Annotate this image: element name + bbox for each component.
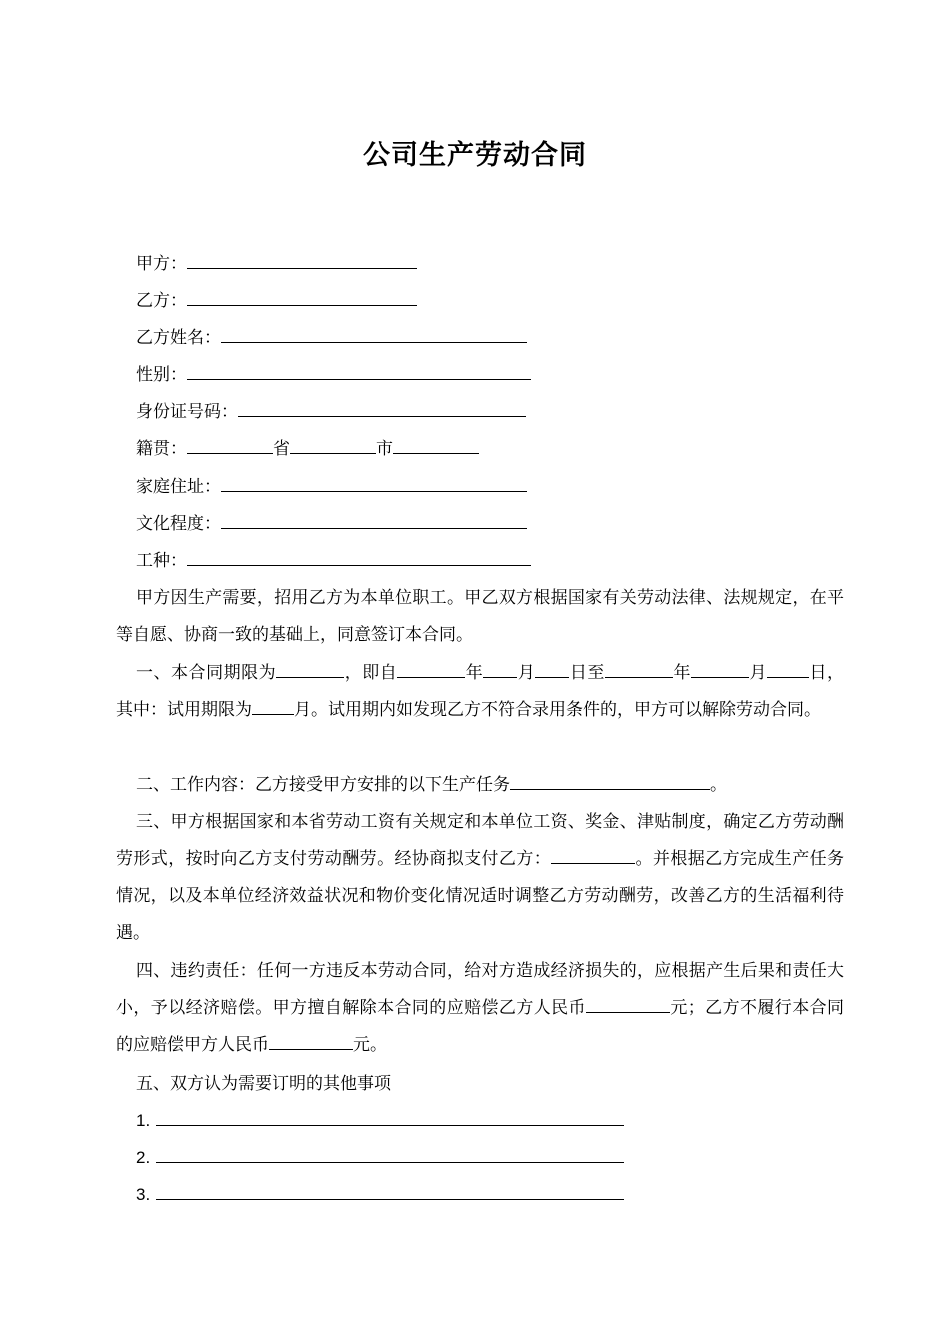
term-length-blank[interactable] <box>276 661 344 678</box>
clause-4-text-b: 元；乙方不履行本合同的应赔偿甲方人民币 <box>116 998 845 1055</box>
field-label: 家庭住址： <box>136 477 221 497</box>
day-to-label: 日至 <box>569 663 605 683</box>
clause-3-text-b: 。并根据乙方完成生产任务情况，以及本单位经济效益状况和物价变化情况适时调整乙方劳动酬劳，改善乙方的生活福利待遇。 <box>116 849 845 943</box>
clause-1-text-a: 一、本合同期限为 <box>136 663 277 683</box>
education-blank[interactable] <box>221 512 527 529</box>
field-name <box>136 326 527 350</box>
field-label: 工种： <box>136 551 187 571</box>
other-item-3 <box>136 1183 624 1207</box>
job-type-blank[interactable] <box>187 549 531 566</box>
field-origin <box>136 437 479 461</box>
party-b-blank[interactable] <box>187 289 417 306</box>
clause-4-text-a: 四、违约责任：任何一方违反本劳动合同，给对方造成经济损失的，应根据产生后果和责任大小，予以经济赔偿。甲方擅自解除本合同的应赔偿乙方人民币 <box>116 961 844 1018</box>
compensation-b-blank[interactable] <box>269 1033 353 1050</box>
compensation-a-blank[interactable] <box>586 996 670 1013</box>
field-label: 甲方： <box>136 254 187 274</box>
clause-2-text-b: 。 <box>710 775 727 795</box>
address-blank[interactable] <box>221 475 527 492</box>
field-label: 文化程度： <box>136 514 221 534</box>
other-item-2 <box>136 1146 624 1170</box>
document-title: 公司生产劳动合同 <box>363 140 587 171</box>
work-task-blank[interactable] <box>510 773 710 790</box>
field-address <box>136 475 527 499</box>
party-a-blank[interactable] <box>187 252 417 269</box>
field-label: 籍贯： <box>136 439 187 459</box>
city-blank[interactable] <box>290 437 376 454</box>
preamble-paragraph: 甲方因生产需要，招用乙方为本单位职工。甲乙双方根据国家有关劳动法律、法规规定，在平等自愿、协商一致的基础上，同意签订本合同。 <box>116 588 844 645</box>
start-month-blank[interactable] <box>483 661 517 678</box>
clause-3-text-a: 三、甲方根据国家和本省劳动工资有关规定和本单位工资、奖金、津贴制度，确定乙方劳动酬劳形式，按时向乙方支付劳动酬劳。经协商拟支付乙方： <box>116 812 844 869</box>
city-label: 市 <box>376 439 393 459</box>
clause-4-liability <box>116 953 844 1064</box>
field-id-number <box>136 400 526 424</box>
end-month-blank[interactable] <box>691 661 749 678</box>
item-number: 2. <box>136 1148 151 1167</box>
field-party-b <box>136 289 417 313</box>
other-item-3-blank[interactable] <box>156 1183 624 1200</box>
field-label: 身份证号码： <box>136 402 238 422</box>
clause-1-term <box>116 655 844 729</box>
field-education <box>136 512 527 536</box>
other-item-1-blank[interactable] <box>156 1109 624 1126</box>
clause-1-text-b: ，即自 <box>344 663 398 683</box>
name-blank[interactable] <box>221 326 527 343</box>
gender-blank[interactable] <box>187 363 531 380</box>
clause-1-text-c: 日，其中：试用期限为 <box>116 663 845 720</box>
clause-3-remuneration <box>116 804 844 952</box>
field-label: 乙方姓名： <box>136 328 221 348</box>
clause-4-text-c: 元。 <box>353 1035 387 1055</box>
month-label: 月 <box>748 663 768 683</box>
other-item-1 <box>136 1109 624 1133</box>
start-year-blank[interactable] <box>397 661 465 678</box>
id-number-blank[interactable] <box>238 400 526 417</box>
clause-5-title: 五、双方认为需要订明的其他事项 <box>136 1074 391 1094</box>
field-label: 乙方： <box>136 291 187 311</box>
clause-1-text-d: 月。试用期内如发现乙方不符合录用条件的，甲方可以解除劳动合同。 <box>294 700 821 720</box>
start-day-blank[interactable] <box>535 661 569 678</box>
clause-2-work-content <box>116 767 844 804</box>
province-label: 省 <box>273 439 290 459</box>
field-job-type <box>136 549 531 573</box>
salary-blank[interactable] <box>551 847 635 864</box>
item-number: 3. <box>136 1185 151 1204</box>
other-item-2-blank[interactable] <box>156 1146 624 1163</box>
year-label: 年 <box>465 663 484 683</box>
field-label: 性别： <box>136 365 187 385</box>
clause-2-text-a: 二、工作内容：乙方接受甲方安排的以下生产任务 <box>136 775 510 795</box>
item-number: 1. <box>136 1111 151 1130</box>
month-label: 月 <box>517 663 536 683</box>
field-party-a <box>136 252 417 276</box>
field-gender <box>136 363 531 387</box>
province-blank[interactable] <box>187 437 273 454</box>
origin-extra-blank[interactable] <box>393 437 479 454</box>
probation-blank[interactable] <box>252 698 294 715</box>
end-year-blank[interactable] <box>605 661 673 678</box>
year-label: 年 <box>672 663 691 683</box>
end-day-blank[interactable] <box>767 661 809 678</box>
